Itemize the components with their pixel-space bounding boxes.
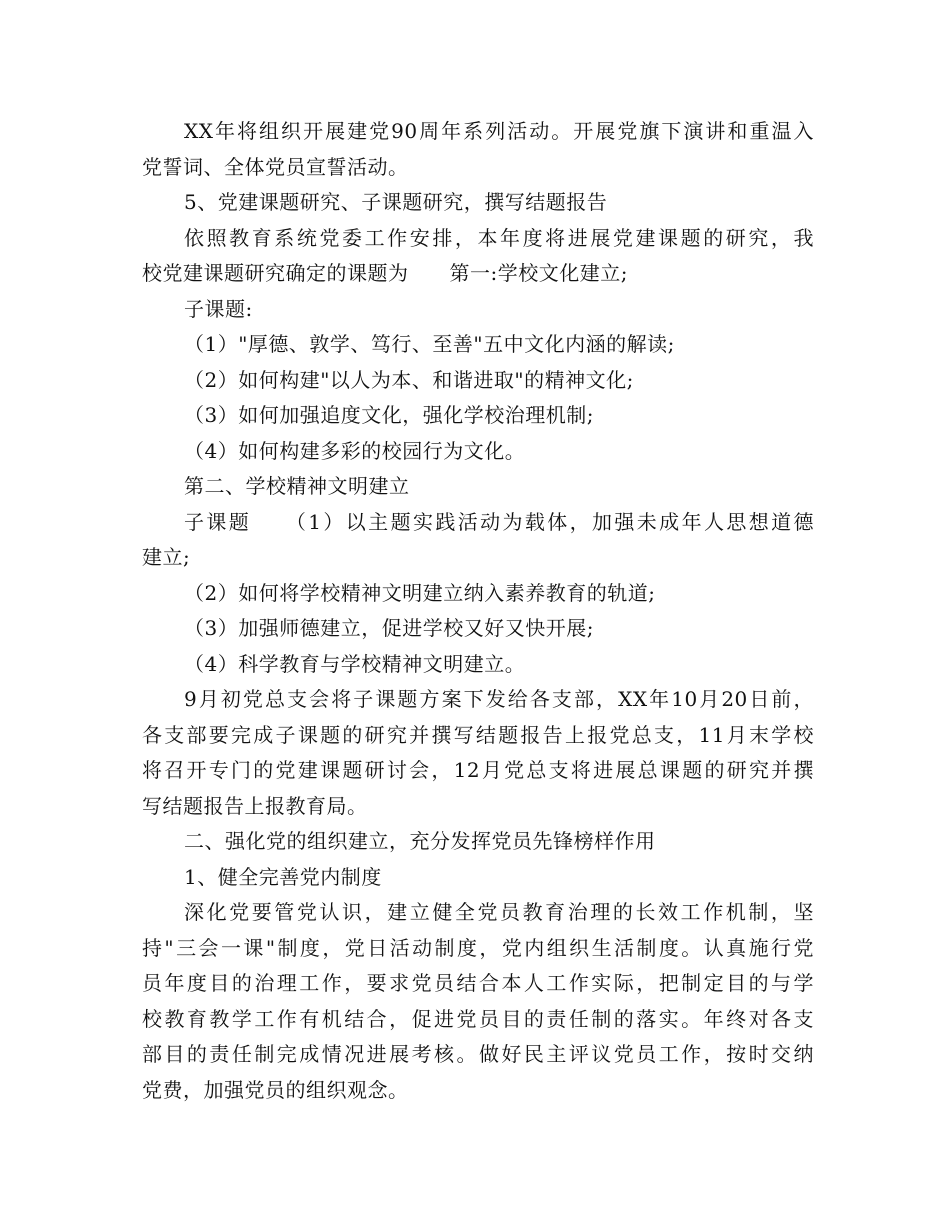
text-line: （3）如何加强追度文化，强化学校治理机制; bbox=[184, 403, 594, 427]
text-line: 子课题 （1）以主题实践活动为载体，加强未成年人思想道德 bbox=[184, 509, 814, 534]
text-line: 1、健全完善党内制度 bbox=[184, 864, 382, 889]
text-line: 各支部要完成子课题的研究并撰写结题报告上报党总支，11月末学校 bbox=[142, 722, 814, 747]
text-line: 9月初党总支会将子课题方案下发给各支部，XX年10月20日前， bbox=[184, 687, 814, 711]
text-line: （4）科学教育与学校精神文明建立。 bbox=[184, 651, 526, 676]
text-line: 依照教育系统党委工作安排，本年度将进展党建课题的研究，我 bbox=[184, 225, 814, 250]
text-line: 校党建课题研究确定的课题为 第一:学校文化建立; bbox=[142, 261, 628, 285]
text-line: 写结题报告上报教育局。 bbox=[142, 793, 368, 818]
text-line: （2）如何构建"以人为本、和谐进取"的精神文化; bbox=[184, 367, 634, 392]
text-line: 员年度目的治理工作，要求党员结合本人工作实际，把制定目的与学 bbox=[142, 971, 814, 995]
text-line: XX年将组织开展建党90周年系列活动。开展党旗下演讲和重温入 bbox=[184, 119, 814, 143]
text-line: 校教育教学工作有机结合，促进党员目的责任制的落实。年终对各支 bbox=[142, 1006, 814, 1031]
text-line: 党费，加强党员的组织观念。 bbox=[142, 1077, 409, 1102]
text-line: 深化党要管党认识，建立健全党员教育治理的长效工作机制，坚 bbox=[184, 900, 814, 924]
document-body bbox=[142, 114, 814, 1108]
text-line: 持"三会一课"制度，党日活动制度，党内组织生活制度。认真施行党 bbox=[142, 935, 814, 960]
text-line: 建立; bbox=[142, 545, 191, 569]
text-line: （4）如何构建多彩的校园行为文化。 bbox=[184, 438, 526, 463]
text-line: 第二、学校精神文明建立 bbox=[184, 474, 410, 498]
text-line: （3）加强师德建立，促进学校又好又快开展; bbox=[184, 616, 594, 640]
text-line: 部目的责任制完成情况进展考核。做好民主评议党员工作，按时交纳 bbox=[142, 1042, 814, 1066]
text-line: 将召开专门的党建课题研讨会，12月党总支将进展总课题的研究并撰 bbox=[142, 758, 814, 782]
text-line: （2）如何将学校精神文明建立纳入素养教育的轨道; bbox=[184, 580, 656, 605]
text-line: 5、党建课题研究、子课题研究，撰写结题报告 bbox=[184, 190, 608, 214]
text-line: （1）"厚德、敦学、笃行、至善"五中文化内涵的解读; bbox=[184, 332, 675, 356]
text-line: 子课题: bbox=[184, 296, 253, 321]
text-line: 二、强化党的组织建立，充分发挥党员先锋榜样作用 bbox=[184, 829, 656, 853]
text-line: 党誓词、全体党员宣誓活动。 bbox=[142, 154, 409, 179]
